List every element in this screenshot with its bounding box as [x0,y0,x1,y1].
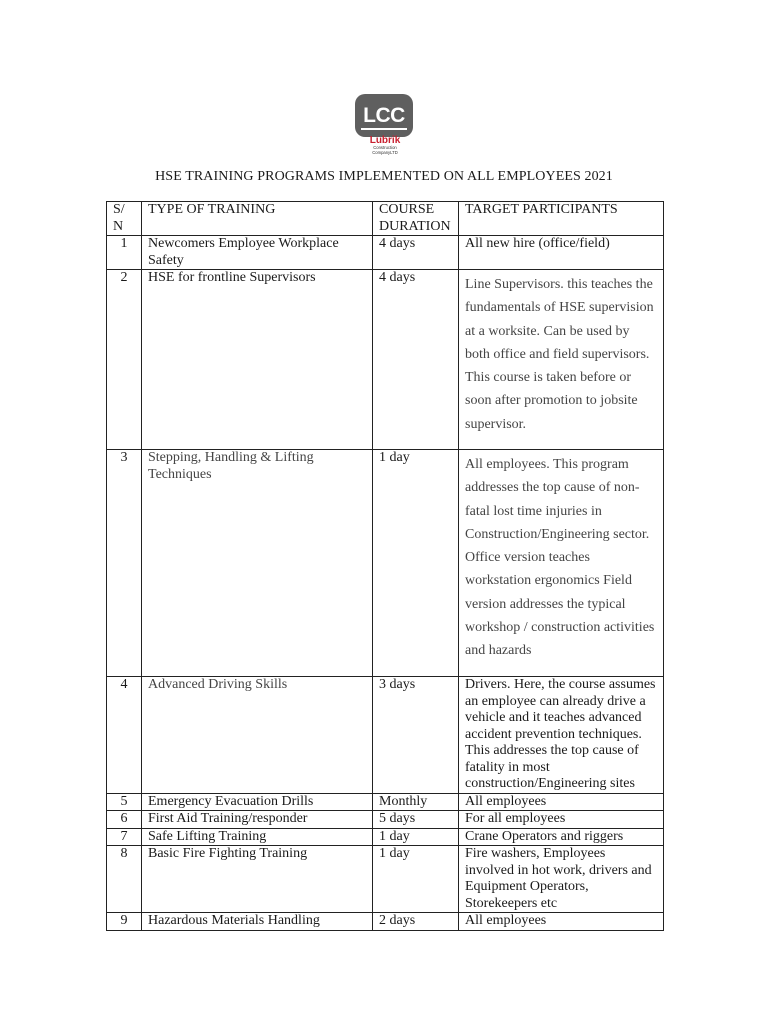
row-type: First Aid Training/responder [142,811,373,829]
row-target: All employees. This program addresses the top cause of non-fatal lost time injuries in Construction/Engineering sector. Office version teaches workstation ergonomics Field version addresses the typical workshop / construction activities and hazards [459,450,664,677]
row-duration: 2 days [373,913,459,931]
logo-name: Lubrik [369,135,401,146]
table-row [107,677,664,794]
table-row [107,828,664,846]
row-sn: 5 [107,793,142,811]
row-sn: 9 [107,913,142,931]
document-title: HSE TRAINING PROGRAMS IMPLEMENTED ON ALL EMPLOYEES 2021 [155,169,613,184]
table-row [107,450,664,677]
row-target: Line Supervisors. this teaches the fundamentals of HSE supervision at a worksite. Can be used by both office and field supervisors. This course is taken before or soon after promotion to jobsite supervisor. [459,270,664,450]
row-sn: 8 [107,846,142,913]
row-type: Stepping, Handling & Lifting Techniques [142,450,373,677]
table-row [107,236,664,270]
logo-subtext-2: CompanyLTD [372,150,398,155]
row-duration: 4 days [373,270,459,450]
logo-subtext: Construction [373,145,397,150]
row-target: Fire washers, Employees involved in hot work, drivers and Equipment Operators, Storekeepers etc [459,846,664,913]
row-sn: 4 [107,677,142,794]
row-duration: Monthly [373,793,459,811]
header-sn: S/ N [107,202,142,236]
logo-underline [361,128,407,130]
training-table [106,201,664,931]
row-sn: 6 [107,811,142,829]
row-type: HSE for frontline Supervisors [142,270,373,450]
table-row [107,913,664,931]
row-target: Crane Operators and riggers [459,828,664,846]
row-duration: 1 day [373,828,459,846]
row-duration: 1 day [373,846,459,913]
table-row [107,793,664,811]
header-target: TARGET PARTICIPANTS [459,202,664,236]
row-target: All new hire (office/field) [459,236,664,270]
row-type: Safe Lifting Training [142,828,373,846]
company-logo [353,93,417,155]
logo-letters: LCC [363,104,405,127]
row-sn: 1 [107,236,142,270]
row-type: Newcomers Employee Workplace Safety [142,236,373,270]
table-row [107,846,664,913]
row-type: Basic Fire Fighting Training [142,846,373,913]
row-sn: 7 [107,828,142,846]
row-duration: 5 days [373,811,459,829]
row-target: Drivers. Here, the course assumes an employee can already drive a vehicle and it teaches advanced accident prevention techniques. This addresses the top cause of fatality in most construction/Engineering sites [459,677,664,794]
table-row [107,811,664,829]
row-sn: 2 [107,270,142,450]
row-duration: 1 day [373,450,459,677]
row-type: Emergency Evacuation Drills [142,793,373,811]
row-type: Advanced Driving Skills [142,677,373,794]
row-target: All employees [459,913,664,931]
header-type: TYPE OF TRAINING [142,202,373,236]
row-duration: 3 days [373,677,459,794]
row-target: For all employees [459,811,664,829]
table-header-row [107,202,664,236]
row-type: Hazardous Materials Handling [142,913,373,931]
row-duration: 4 days [373,236,459,270]
row-sn: 3 [107,450,142,677]
table-row [107,270,664,450]
row-target: All employees [459,793,664,811]
header-duration: COURSE DURATION [373,202,459,236]
